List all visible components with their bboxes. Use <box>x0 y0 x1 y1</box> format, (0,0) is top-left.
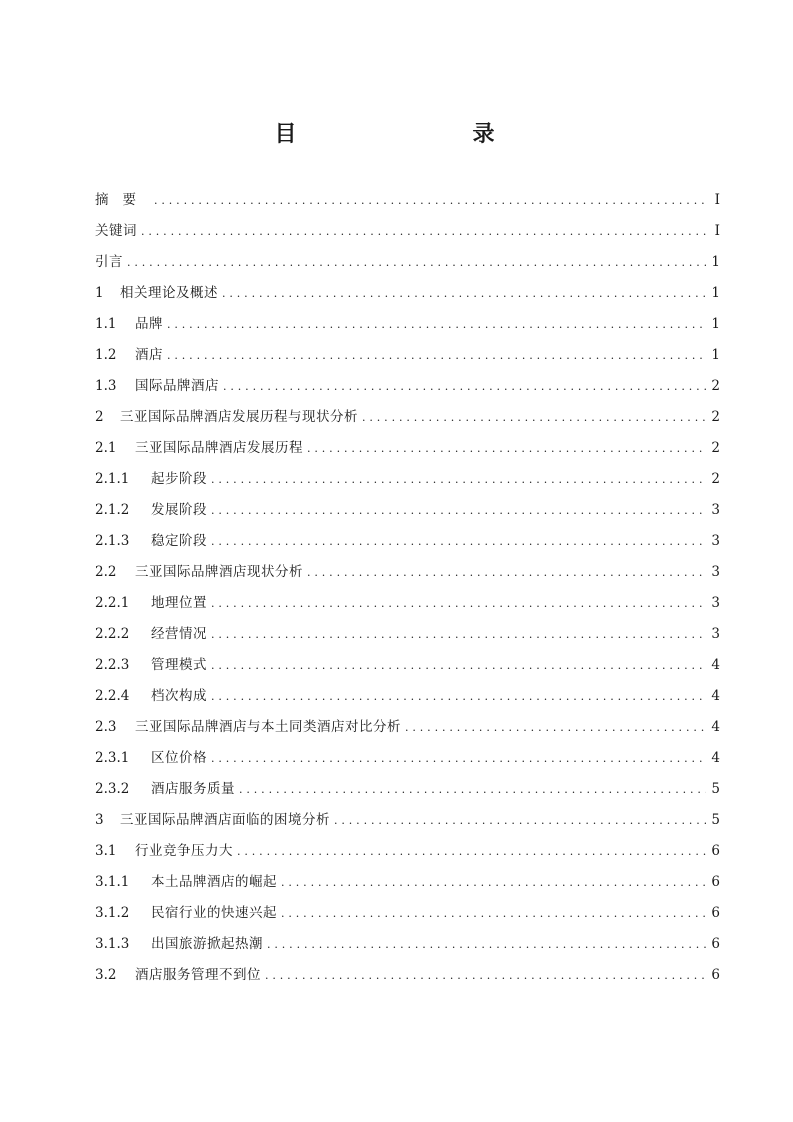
toc-entry[interactable] <box>95 426 720 457</box>
toc-entry-number: 2 <box>95 409 104 425</box>
toc-entry-page-number: 1 <box>711 254 720 270</box>
toc-entry[interactable] <box>95 829 720 860</box>
toc-entry-number: 2.1 <box>95 440 117 456</box>
toc-dot-leader <box>141 223 706 237</box>
toc-dot-leader <box>307 564 706 578</box>
toc-entry-label: 民宿行业的快速兴起 <box>151 905 277 921</box>
toc-entry-number: 2.2.3 <box>95 657 130 673</box>
toc-entry-number: 3.1 <box>95 843 117 859</box>
toc-entry-page-number: 3 <box>711 533 720 549</box>
toc-entry-number: 2.3.2 <box>95 781 130 797</box>
toc-entry-page-number: 4 <box>711 719 720 735</box>
toc-dot-leader <box>211 688 706 702</box>
toc-dot-leader <box>265 967 706 981</box>
toc-entry-number: 1 <box>95 285 104 301</box>
toc-entry-page-number: 1 <box>711 285 720 301</box>
toc-entry-label: 行业竞争压力大 <box>135 843 233 859</box>
toc-entry-number: 2.3 <box>95 719 117 735</box>
toc-dot-leader <box>211 595 706 609</box>
toc-entry[interactable] <box>95 891 720 922</box>
toc-entry-label: 引言 <box>95 254 123 270</box>
table-of-contents <box>95 178 720 984</box>
toc-entry[interactable] <box>95 488 720 519</box>
toc-dot-leader <box>211 657 706 671</box>
toc-entry-page-number: 4 <box>711 750 720 766</box>
toc-entry-page-number: 2 <box>711 409 720 425</box>
toc-dot-leader <box>167 316 706 330</box>
toc-entry-label: 酒店 <box>135 347 163 363</box>
toc-dot-leader <box>281 874 706 888</box>
toc-dot-leader <box>211 750 706 764</box>
toc-entry[interactable] <box>95 953 720 984</box>
toc-entry-page-number: 3 <box>711 626 720 642</box>
toc-dot-leader <box>167 347 706 361</box>
toc-entry[interactable] <box>95 581 720 612</box>
page-title: 目 录 <box>274 121 539 147</box>
toc-dot-leader <box>127 254 706 268</box>
toc-entry[interactable] <box>95 798 720 829</box>
toc-entry-page-number: 6 <box>711 936 720 952</box>
toc-entry[interactable] <box>95 550 720 581</box>
toc-entry[interactable] <box>95 767 720 798</box>
toc-entry-label: 三亚国际品牌酒店发展历程与现状分析 <box>120 409 358 425</box>
toc-entry-label: 三亚国际品牌酒店发展历程 <box>135 440 303 456</box>
toc-entry[interactable] <box>95 240 720 271</box>
toc-entry-page-number: 2 <box>711 440 720 456</box>
toc-entry-number: 2.2 <box>95 564 117 580</box>
toc-dot-leader <box>154 192 706 206</box>
toc-entry-label: 品牌 <box>135 316 163 332</box>
toc-entry-page-number: 3 <box>711 595 720 611</box>
toc-dot-leader <box>267 936 706 950</box>
toc-entry-page-number: 5 <box>711 812 720 828</box>
toc-entry-label: 起步阶段 <box>151 471 207 487</box>
toc-entry-page-number: 2 <box>711 378 720 394</box>
toc-entry[interactable] <box>95 333 720 364</box>
toc-entry-number: 2.1.1 <box>95 471 130 487</box>
toc-entry-label: 出国旅游掀起热潮 <box>151 936 263 952</box>
toc-entry-label: 国际品牌酒店 <box>135 378 219 394</box>
toc-entry[interactable] <box>95 178 720 209</box>
toc-entry[interactable] <box>95 643 720 674</box>
toc-entry-page-number: 3 <box>711 564 720 580</box>
toc-entry-number: 3.1.1 <box>95 874 130 890</box>
toc-entry-number: 1.2 <box>95 347 117 363</box>
toc-entry-number: 3 <box>95 812 104 828</box>
toc-dot-leader <box>211 533 706 547</box>
toc-dot-leader <box>334 812 706 826</box>
toc-entry-page-number: 3 <box>711 502 720 518</box>
toc-entry[interactable] <box>95 519 720 550</box>
toc-entry-page-number: I <box>714 192 720 208</box>
toc-entry-label: 经营情况 <box>151 626 207 642</box>
toc-entry-label: 发展阶段 <box>151 502 207 518</box>
toc-entry-page-number: 2 <box>711 471 720 487</box>
toc-dot-leader <box>223 378 706 392</box>
toc-dot-leader <box>211 502 706 516</box>
toc-entry[interactable] <box>95 302 720 333</box>
toc-entry-number: 2.2.2 <box>95 626 130 642</box>
toc-entry-number: 2.2.4 <box>95 688 130 704</box>
toc-entry-number: 2.1.3 <box>95 533 130 549</box>
toc-entry-number: 2.2.1 <box>95 595 130 611</box>
toc-entry-page-number: 6 <box>711 843 720 859</box>
toc-entry-number: 3.1.2 <box>95 905 130 921</box>
toc-dot-leader <box>362 409 706 423</box>
toc-dot-leader <box>281 905 706 919</box>
toc-entry[interactable] <box>95 705 720 736</box>
toc-entry-page-number: 6 <box>711 905 720 921</box>
toc-dot-leader <box>211 626 706 640</box>
toc-entry[interactable] <box>95 922 720 953</box>
toc-dot-leader <box>211 471 706 485</box>
toc-entry-label: 摘要 <box>95 192 150 208</box>
toc-entry-number: 2.1.2 <box>95 502 130 518</box>
toc-entry-number: 1.1 <box>95 316 117 332</box>
toc-entry[interactable] <box>95 271 720 302</box>
toc-entry-label: 管理模式 <box>151 657 207 673</box>
toc-entry-label: 关键词 <box>95 223 137 239</box>
toc-entry-label: 档次构成 <box>151 688 207 704</box>
toc-entry-label: 本土品牌酒店的崛起 <box>151 874 277 890</box>
toc-entry-number: 3.1.3 <box>95 936 130 952</box>
toc-entry-number: 1.3 <box>95 378 117 394</box>
toc-entry[interactable] <box>95 860 720 891</box>
toc-entry-page-number: 4 <box>711 657 720 673</box>
toc-entry-number: 3.2 <box>95 967 117 983</box>
toc-dot-leader <box>239 781 706 795</box>
toc-entry-page-number: 1 <box>711 347 720 363</box>
toc-entry-label: 三亚国际品牌酒店与本土同类酒店对比分析 <box>135 719 401 735</box>
toc-entry[interactable] <box>95 209 720 240</box>
toc-entry-page-number: 6 <box>711 967 720 983</box>
toc-dot-leader <box>237 843 706 857</box>
toc-entry-page-number: I <box>714 223 720 239</box>
toc-entry-label: 相关理论及概述 <box>120 285 218 301</box>
toc-entry-page-number: 5 <box>711 781 720 797</box>
toc-entry-label: 三亚国际品牌酒店现状分析 <box>135 564 303 580</box>
toc-entry-page-number: 4 <box>711 688 720 704</box>
toc-entry[interactable] <box>95 612 720 643</box>
toc-entry-label: 三亚国际品牌酒店面临的困境分析 <box>120 812 330 828</box>
toc-entry[interactable] <box>95 395 720 426</box>
toc-entry-page-number: 1 <box>711 316 720 332</box>
toc-entry-label: 地理位置 <box>151 595 207 611</box>
toc-entry[interactable] <box>95 364 720 395</box>
toc-entry-label: 酒店服务质量 <box>151 781 235 797</box>
toc-entry-label: 稳定阶段 <box>151 533 207 549</box>
toc-entry-number: 2.3.1 <box>95 750 130 766</box>
toc-dot-leader <box>307 440 706 454</box>
toc-entry[interactable] <box>95 674 720 705</box>
toc-entry[interactable] <box>95 736 720 767</box>
toc-dot-leader <box>222 285 706 299</box>
toc-entry-label: 区位价格 <box>151 750 207 766</box>
toc-entry-page-number: 6 <box>711 874 720 890</box>
toc-entry[interactable] <box>95 457 720 488</box>
toc-entry-label: 酒店服务管理不到位 <box>135 967 261 983</box>
toc-dot-leader <box>405 719 706 733</box>
